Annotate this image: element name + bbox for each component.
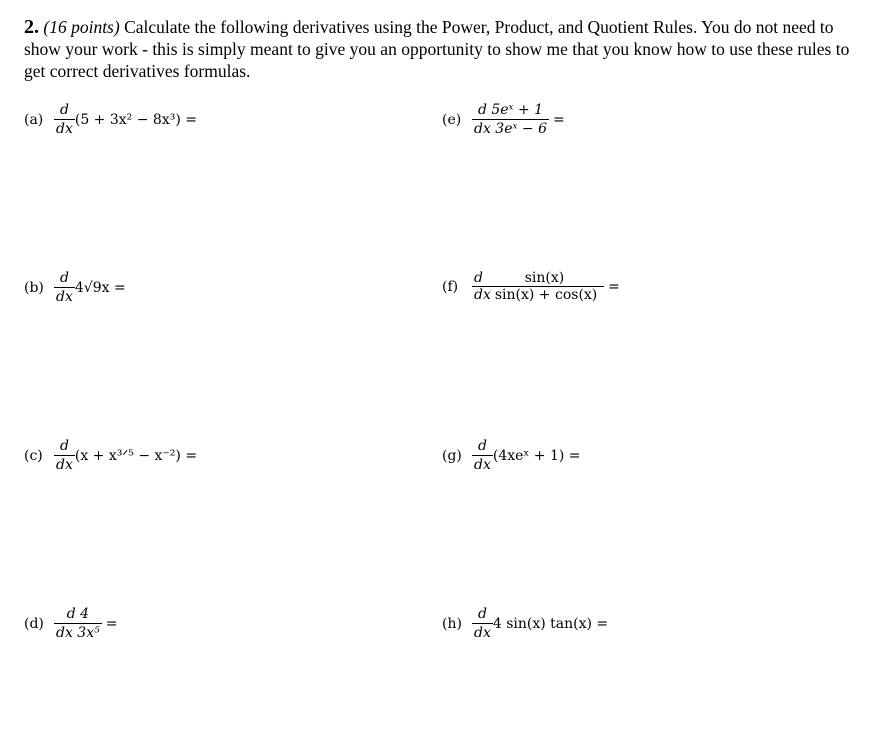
fraction-numerator: sin(x) bbox=[524, 270, 565, 286]
problem-e bbox=[442, 102, 565, 137]
problem-d bbox=[24, 606, 117, 641]
quotient-fraction bbox=[54, 606, 102, 641]
question-text: Calculate the following derivatives using the Power, Product, and Quotient Rules. You do not need to show your work - this is simply meant to give you an opportunity to show me that you know how to use these rules to get correct derivatives formulas. bbox=[24, 17, 850, 81]
equals-sign: = bbox=[553, 111, 565, 128]
problem-a bbox=[24, 102, 197, 137]
problem-g bbox=[442, 438, 581, 473]
derivative-operator: $\frac{d}{dx}$ bbox=[56, 270, 73, 305]
question-number: 2. bbox=[24, 16, 39, 38]
fraction-denominator: sin(x) + cos(x) bbox=[494, 287, 598, 303]
derivative-operator: $\frac{d}{dx}$ bbox=[474, 606, 491, 641]
fraction-denominator: dx 3x⁵ bbox=[56, 625, 100, 641]
expression: (5 + 3x² − 8x³) = bbox=[74, 111, 197, 128]
problem-label: (f) bbox=[442, 278, 459, 295]
derivative-operator: $\frac{d}{dx}$ bbox=[56, 438, 73, 473]
equals-sign: = bbox=[608, 278, 620, 295]
fraction-numerator: d 5eˣ + 1 bbox=[477, 102, 544, 118]
problem-label: (a) bbox=[24, 111, 44, 128]
problem-b bbox=[24, 270, 126, 305]
quotient-fraction bbox=[472, 102, 549, 137]
equals-sign: = bbox=[105, 615, 118, 632]
problem-label: (d) bbox=[24, 615, 44, 632]
expression: 4√9x = bbox=[74, 279, 126, 296]
problem-label: (b) bbox=[24, 279, 44, 296]
derivative-d: d bbox=[474, 270, 483, 286]
problem-label: (h) bbox=[442, 615, 462, 632]
expression: (x + x³ᐟ⁵ − x⁻²) = bbox=[74, 447, 198, 464]
fraction-numerator: d 4 bbox=[66, 606, 90, 622]
derivative-operator: $\frac{d}{dx}$ bbox=[474, 438, 491, 473]
problem-label: (c) bbox=[24, 447, 43, 464]
problem-label: (g) bbox=[442, 447, 462, 464]
problem-c bbox=[24, 438, 197, 473]
problem-f bbox=[442, 270, 620, 303]
expression: (4xeˣ + 1) = bbox=[492, 447, 581, 464]
derivative-dx: dx bbox=[474, 287, 491, 303]
question-points: (16 points) bbox=[43, 17, 120, 37]
fraction-denominator: dx 3eˣ − 6 bbox=[474, 121, 548, 137]
expression: 4 sin(x) tan(x) = bbox=[492, 615, 609, 632]
question-header bbox=[24, 16, 854, 82]
derivative-operator: $\frac{d}{dx}$ bbox=[56, 102, 73, 137]
problem-h bbox=[442, 606, 608, 641]
quotient-fraction bbox=[472, 270, 604, 303]
problem-label: (e) bbox=[442, 111, 462, 128]
